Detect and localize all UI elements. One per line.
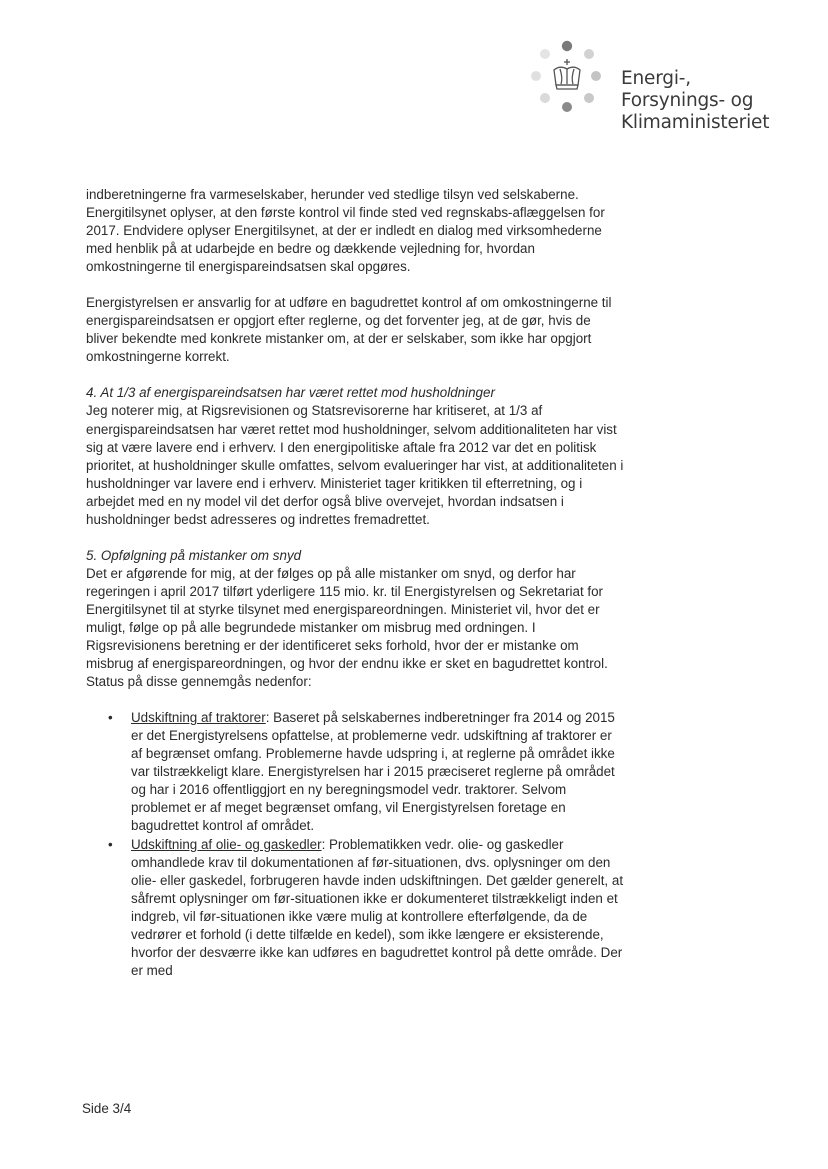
- section-4: [86, 384, 626, 528]
- status-list: [86, 709, 626, 980]
- paragraph-2: Energistyrelsen er ansvarlig for at udføre en bagudrettet kontrol af om omkostningerne til energispareindsatsen er opgjort efter reglerne, og det forventer jeg, at de gør, hvis de bliver bekendte med konkrete mistanker om, at der er selskaber, som ikke har opgjort omkostningerne korrekt.: [86, 295, 612, 365]
- ministry-name: [621, 68, 769, 134]
- ministry-name-line-3: Klimaministeriet: [621, 112, 770, 133]
- list-item-text: : Baseret på selskabernes indberetninger fra 2014 og 2015 er det Energistyrelsens opfattelse, at problemerne vedr. udskiftning af traktorer er af begrænset omfang. Problemerne havde udspring i, at reglerne på området ikke var tilstrækkeligt klare. Energistyrelsen har i 2015 præciseret reglerne på området og har i 2016 offentliggjort en ny beregningsmodel vedr. traktorer. Selvom problemet er af meget begrænset omfang, vil Energistyrelsen foretage en bagudrettet kontrol af området.: [131, 710, 615, 834]
- crown-logo-icon: [525, 38, 611, 124]
- section-5-text: Det er afgørende for mig, at der følges op på alle mistanker om snyd, og derfor har regeringen i april 2017 tilført yderligere 115 mio. kr. til Energistyrelsen og Sekretariat for Energitilsynet til at styrke tilsynet med energispareordningen. Ministeriet vil, hvor det er muligt, følge op på alle begrundede mistanker om misbrug med ordningen. I Rigsrevisionens beretning er der identificeret seks forhold, hvor der er mistanke om misbrug af energispareordningen, og hvor der endnu ikke er sket en bagudrettet kontrol. Status på disse gennemgås nedenfor:: [86, 565, 608, 690]
- paragraph-1: indberetningerne fra varmeselskaber, herunder ved stedlige tilsyn ved selskaberne. Energitilsynet oplyser, at den første kontrol vil finde sted ved regnskabs-aflæggelsen for 2017. Endvidere oplyser Energitilsynet, at der er indledt en dialog med virksomhederne med henblik på at udarbejde en bedre og dækkende vejledning for, hvordan omkostningerne til energispareindsatsen skal opgøres.: [86, 187, 605, 275]
- ministry-logo: [525, 38, 805, 138]
- list-item-title: Udskiftning af traktorer: [131, 710, 266, 726]
- section-5-title: 5. Opfølgning på mistanker om snyd: [86, 547, 302, 563]
- bullet-icon: •: [108, 710, 113, 726]
- bullet-icon: •: [108, 836, 113, 852]
- letter-body: [86, 186, 626, 980]
- list-item-title: Udskiftning af olie- og gaskedler: [131, 836, 322, 852]
- section-5: [86, 547, 626, 691]
- list-item-tractors: [86, 709, 626, 835]
- ministry-name-line-2: Forsynings- og: [621, 90, 754, 111]
- list-item-boilers: [86, 836, 626, 980]
- section-4-text: Jeg noterer mig, at Rigsrevisionen og Statsrevisorerne har kritiseret, at 1/3 af energispareindsatsen har været rettet mod husholdninger, selvom additionaliteten har vist sig at være lavere end i erhverv. I den energipolitiske aftale fra 2012 var det en politisk prioritet, at husholdninger skulle omfattes, selvom evalueringer har vist, at additionaliteten i husholdninger var lavere end i erhverv. Ministeriet tager kritikken til efterretning, og i arbejdet med en ny model vil det derfor også blive overvejet, hvordan indsatsen i husholdninger bedst adresseres og indrettes fremadrettet.: [86, 403, 624, 527]
- ministry-name-line-1: Energi-,: [621, 68, 691, 89]
- page-number: Side 3/4: [82, 1101, 132, 1116]
- list-item-text: : Problematikken vedr. olie- og gaskedler omhandlede krav til dokumentationen af før-situationen, dvs. oplysninger om den olie- eller gaskedel, forbrugeren havde inden udskiftningen. Det gælder generelt, at såfremt oplysninger om før-situationen ikke er dokumenteret tilstrækkeligt inden et indgreb, vil før-situationen ikke være mulig at kontrollere efterfølgende, da de vedrører et forhold (i dette tilfælde en kedel), som ikke længere er eksisterende, hvorfor der desværre ikke kan udføres en bagudrettet kontrol på dette område. Der er med: [131, 836, 624, 978]
- section-4-title: 4. At 1/3 af energispareindsatsen har været rettet mod husholdninger: [86, 385, 495, 401]
